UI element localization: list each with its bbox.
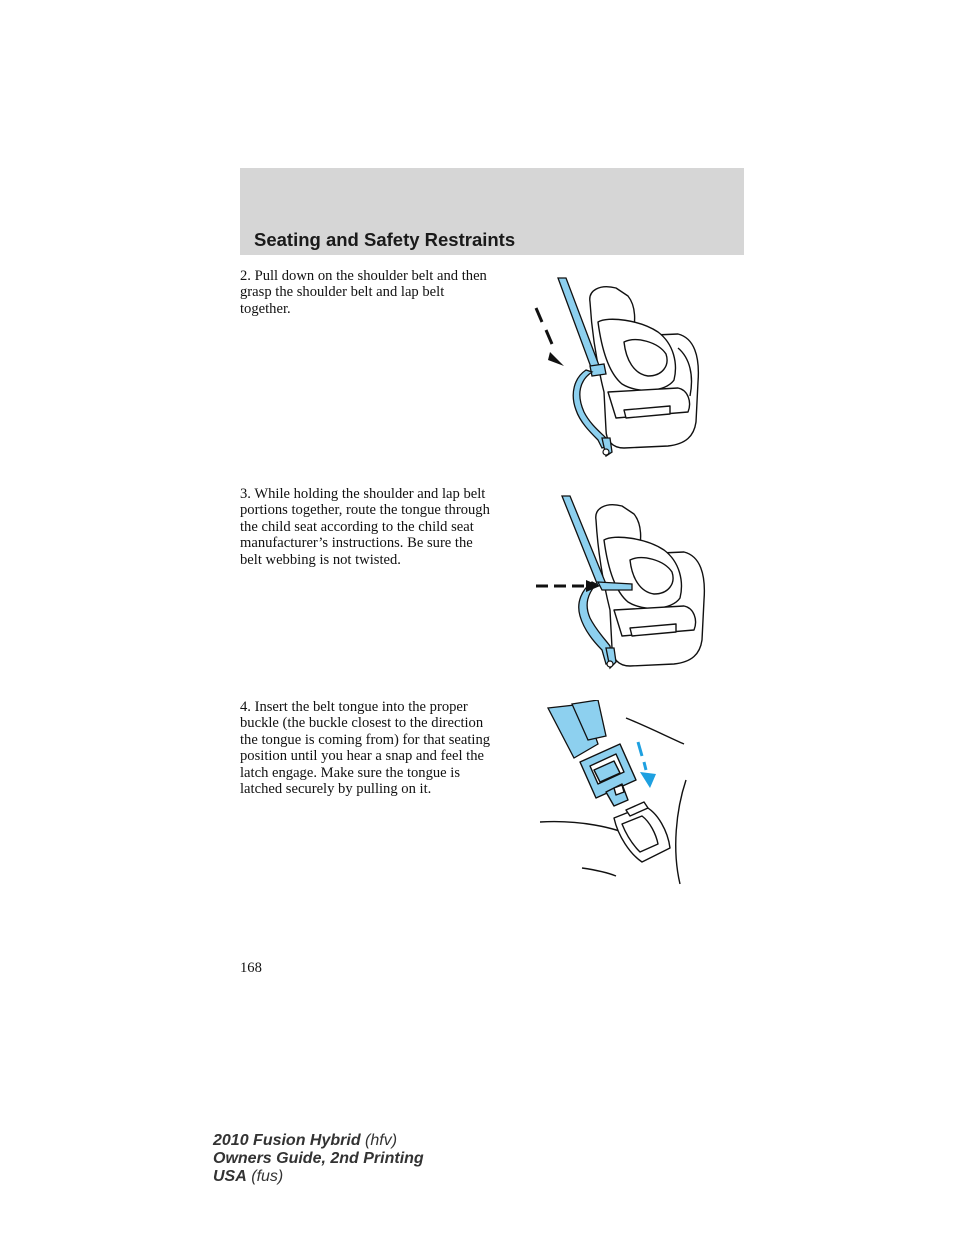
footer-model-code: (hfv) — [365, 1132, 398, 1149]
belt-tongue-buckle-illustration — [536, 700, 692, 886]
step-2-text: 2. Pull down on the shoulder belt and then grasp the shoulder belt and lap belt together. — [240, 268, 487, 317]
footer-line-1 — [213, 1132, 424, 1150]
step-3-text: 3. While holding the shoulder and lap belt portions together, route the tongue through the child seat according to the child seat manufacturer’s instructions. Be sure the belt webbing is not twisted. — [240, 486, 490, 568]
step-4-text: 4. Insert the belt tongue into the proper buckle (the buckle closest to the direction the tongue is coming from) for that seating position until you hear a snap and feel the latch engage. Make sure the tongue is latched securely by pulling on it. — [240, 699, 491, 798]
child-seat-pull-belt-illustration — [528, 272, 708, 462]
footer-market: USA — [213, 1168, 247, 1185]
page-number: 168 — [240, 960, 262, 976]
footer-market-code: (fus) — [251, 1168, 284, 1185]
footer-printing: Owners Guide, 2nd Printing — [213, 1150, 424, 1167]
section-header-band — [240, 168, 744, 255]
footer-line-3 — [213, 1168, 424, 1186]
child-seat-route-belt-illustration — [532, 492, 712, 678]
footer-model: 2010 Fusion Hybrid — [213, 1132, 361, 1149]
document-footer — [213, 1132, 424, 1186]
section-title: Seating and Safety Restraints — [254, 229, 516, 250]
footer-line-2 — [213, 1150, 424, 1168]
